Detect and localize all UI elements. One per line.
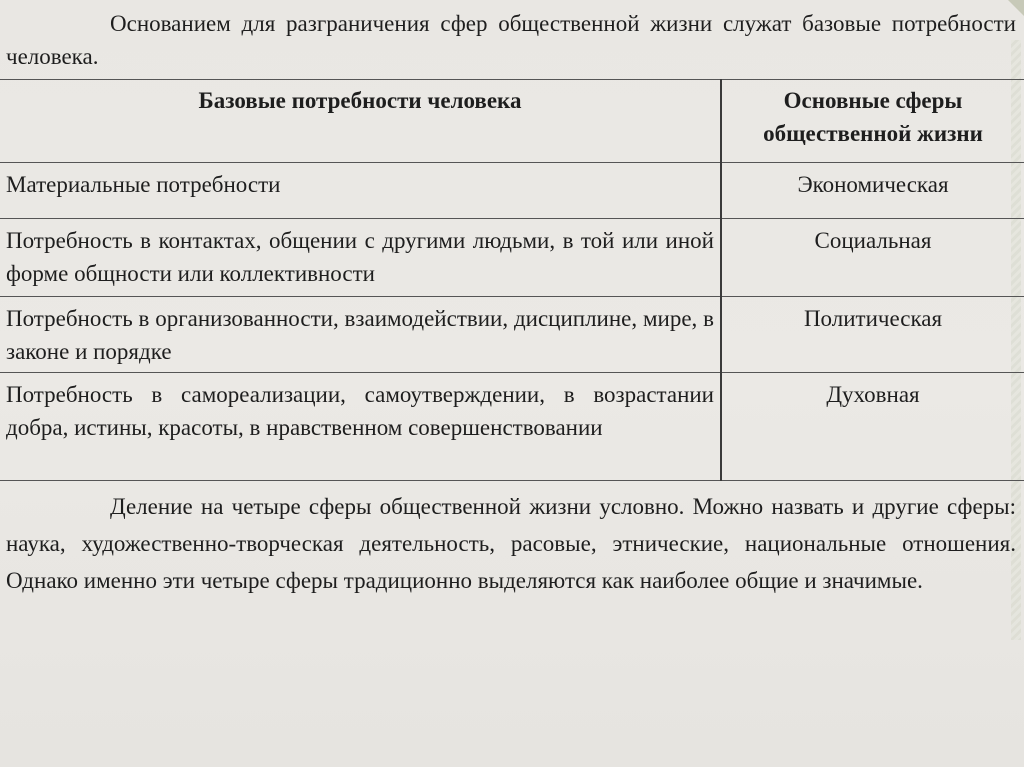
header-spheres: Основные сферы общественной жизни <box>721 80 1024 163</box>
header-needs: Базовые потребности человека <box>0 80 721 163</box>
sphere-cell: Политическая <box>721 297 1024 373</box>
table-header-row <box>0 80 1024 163</box>
need-cell: Потребность в самореализации, самоутверждении, в возрастании добра, истины, красоты, в нравственном совершенствовании <box>0 373 721 481</box>
intro-paragraph: Основанием для разграничения сфер общественной жизни служат базовые потребности человека. <box>6 11 1016 69</box>
need-cell: Потребность в контактах, общении с другими людьми, в той или иной форме общности или коллективности <box>0 219 721 297</box>
table-row <box>0 373 1024 481</box>
need-cell: Потребность в организованности, взаимодействии, дисциплине, мире, в законе и порядке <box>0 297 721 373</box>
needs-spheres-table <box>0 79 1024 481</box>
sphere-cell: Социальная <box>721 219 1024 297</box>
outro-paragraph: Деление на четыре сферы общественной жизни условно. Можно назвать и другие сферы: наука, художественно-творческая деятельность, расовые, этнические, национальные отношения. Однако именно эти четыре сферы традиционно выделяются как наиболее общие и значимые. <box>6 494 1016 593</box>
table-row <box>0 219 1024 297</box>
table-row <box>0 163 1024 219</box>
table-row <box>0 297 1024 373</box>
sphere-cell: Экономическая <box>721 163 1024 219</box>
need-cell: Материальные потребности <box>0 163 721 219</box>
sphere-cell: Духовная <box>721 373 1024 481</box>
